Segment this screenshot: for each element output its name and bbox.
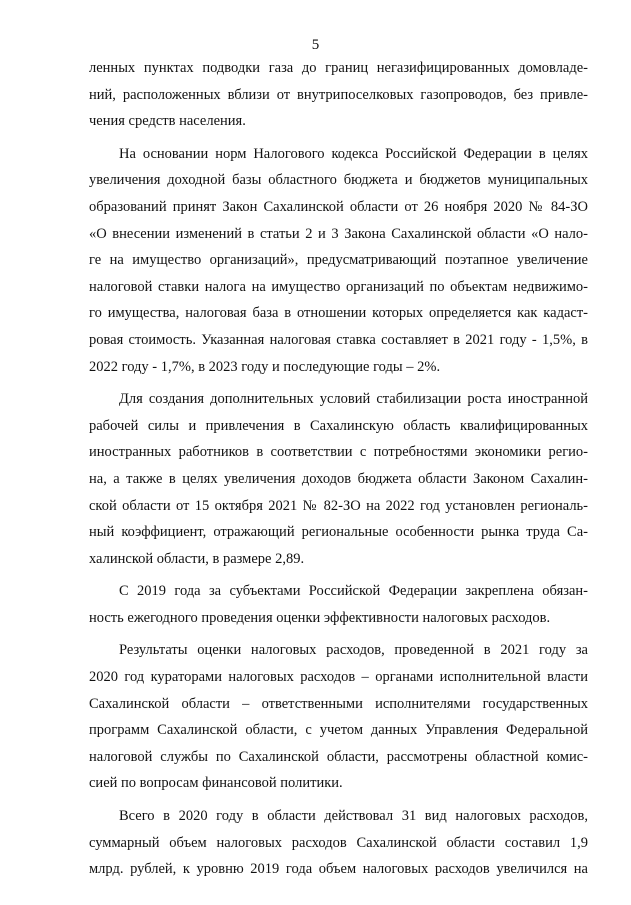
paragraph <box>89 386 588 572</box>
text-line: налоговой ставки налога на имущество организаций по объектам недвижимо- <box>89 278 588 295</box>
text-line: чения средств населения. <box>89 113 246 130</box>
paragraph <box>89 141 588 380</box>
paragraph <box>89 578 588 631</box>
paragraph <box>89 637 588 797</box>
text-line: млрд. рублей, к уровню 2019 года объем налоговых расходов увеличился на <box>89 861 588 878</box>
page-number: 5 <box>311 37 320 53</box>
text-line: Результаты оценки налоговых расходов, проведенной в 2021 году за <box>119 642 588 659</box>
text-line: С 2019 года за субъектами Российской Федерации закреплена обязан- <box>119 583 588 600</box>
text-line: на, а также в целях увеличения доходов бюджета области Законом Сахалин- <box>89 470 588 487</box>
text-line: 2020 год кураторами налоговых расходов – органами исполнительной власти <box>89 669 588 686</box>
paragraph <box>89 55 588 135</box>
text-line: халинской области, в размере 2,89. <box>89 550 305 567</box>
text-line: ность ежегодного проведения оценки эффективности налоговых расходов. <box>89 609 551 626</box>
text-line: Всего в 2020 году в области действовал 31 вид налоговых расходов, <box>119 808 588 825</box>
text-line: Для создания дополнительных условий стабилизации роста иностранной <box>119 391 588 408</box>
text-line: Сахалинской области – ответственными исполнителями государственных <box>89 695 588 712</box>
text-line: иностранных работников в соответствии с потребностями экономики регио- <box>89 444 588 461</box>
text-line: рабочей силы и привлечения в Сахалинскую область квалифицированных <box>89 417 588 434</box>
text-line: ровая стоимость. Указанная налоговая ставка составляет в 2021 году - 1,5%, в <box>89 331 588 348</box>
text-line: налоговой службы по Сахалинской области, рассмотрены областной комис- <box>89 748 588 765</box>
text-line: го имущества, налоговая база в отношении которых определяется как кадаст- <box>89 305 588 322</box>
text-line: ской области от 15 октября 2021 № 82-ЗО на 2022 год установлен региональ- <box>89 497 588 514</box>
text-line: сией по вопросам финансовой политики. <box>89 775 343 792</box>
text-line: 2022 году - 1,7%, в 2023 году и последующие годы – 2%. <box>89 358 441 375</box>
text-line: На основании норм Налогового кодекса Российской Федерации в целях <box>119 145 588 162</box>
text-line: увеличения доходной базы областного бюджета и бюджетов муниципальных <box>89 172 588 189</box>
body-text <box>89 55 588 883</box>
text-line: суммарный объем налоговых расходов Сахалинской области составил 1,9 <box>89 834 588 851</box>
text-line: ный коэффициент, отражающий региональные особенности рынка труда Са- <box>89 524 588 541</box>
text-line: «О внесении изменений в статьи 2 и 3 Закона Сахалинской области «О нало- <box>89 225 588 242</box>
text-line: ге на имущество организаций», предусматривающий поэтапное увеличение <box>89 252 588 269</box>
text-line: образований принят Закон Сахалинской области от 26 ноября 2020 № 84-ЗО <box>89 198 588 215</box>
text-line: ний, расположенных вблизи от внутрипоселковых газопроводов, без привле- <box>89 86 588 103</box>
text-line: программ Сахалинской области, с учетом данных Управления Федеральной <box>89 722 588 739</box>
paragraph <box>89 803 588 883</box>
text-line: ленных пунктах подводки газа до границ негазифицированных домовладе- <box>89 60 588 76</box>
